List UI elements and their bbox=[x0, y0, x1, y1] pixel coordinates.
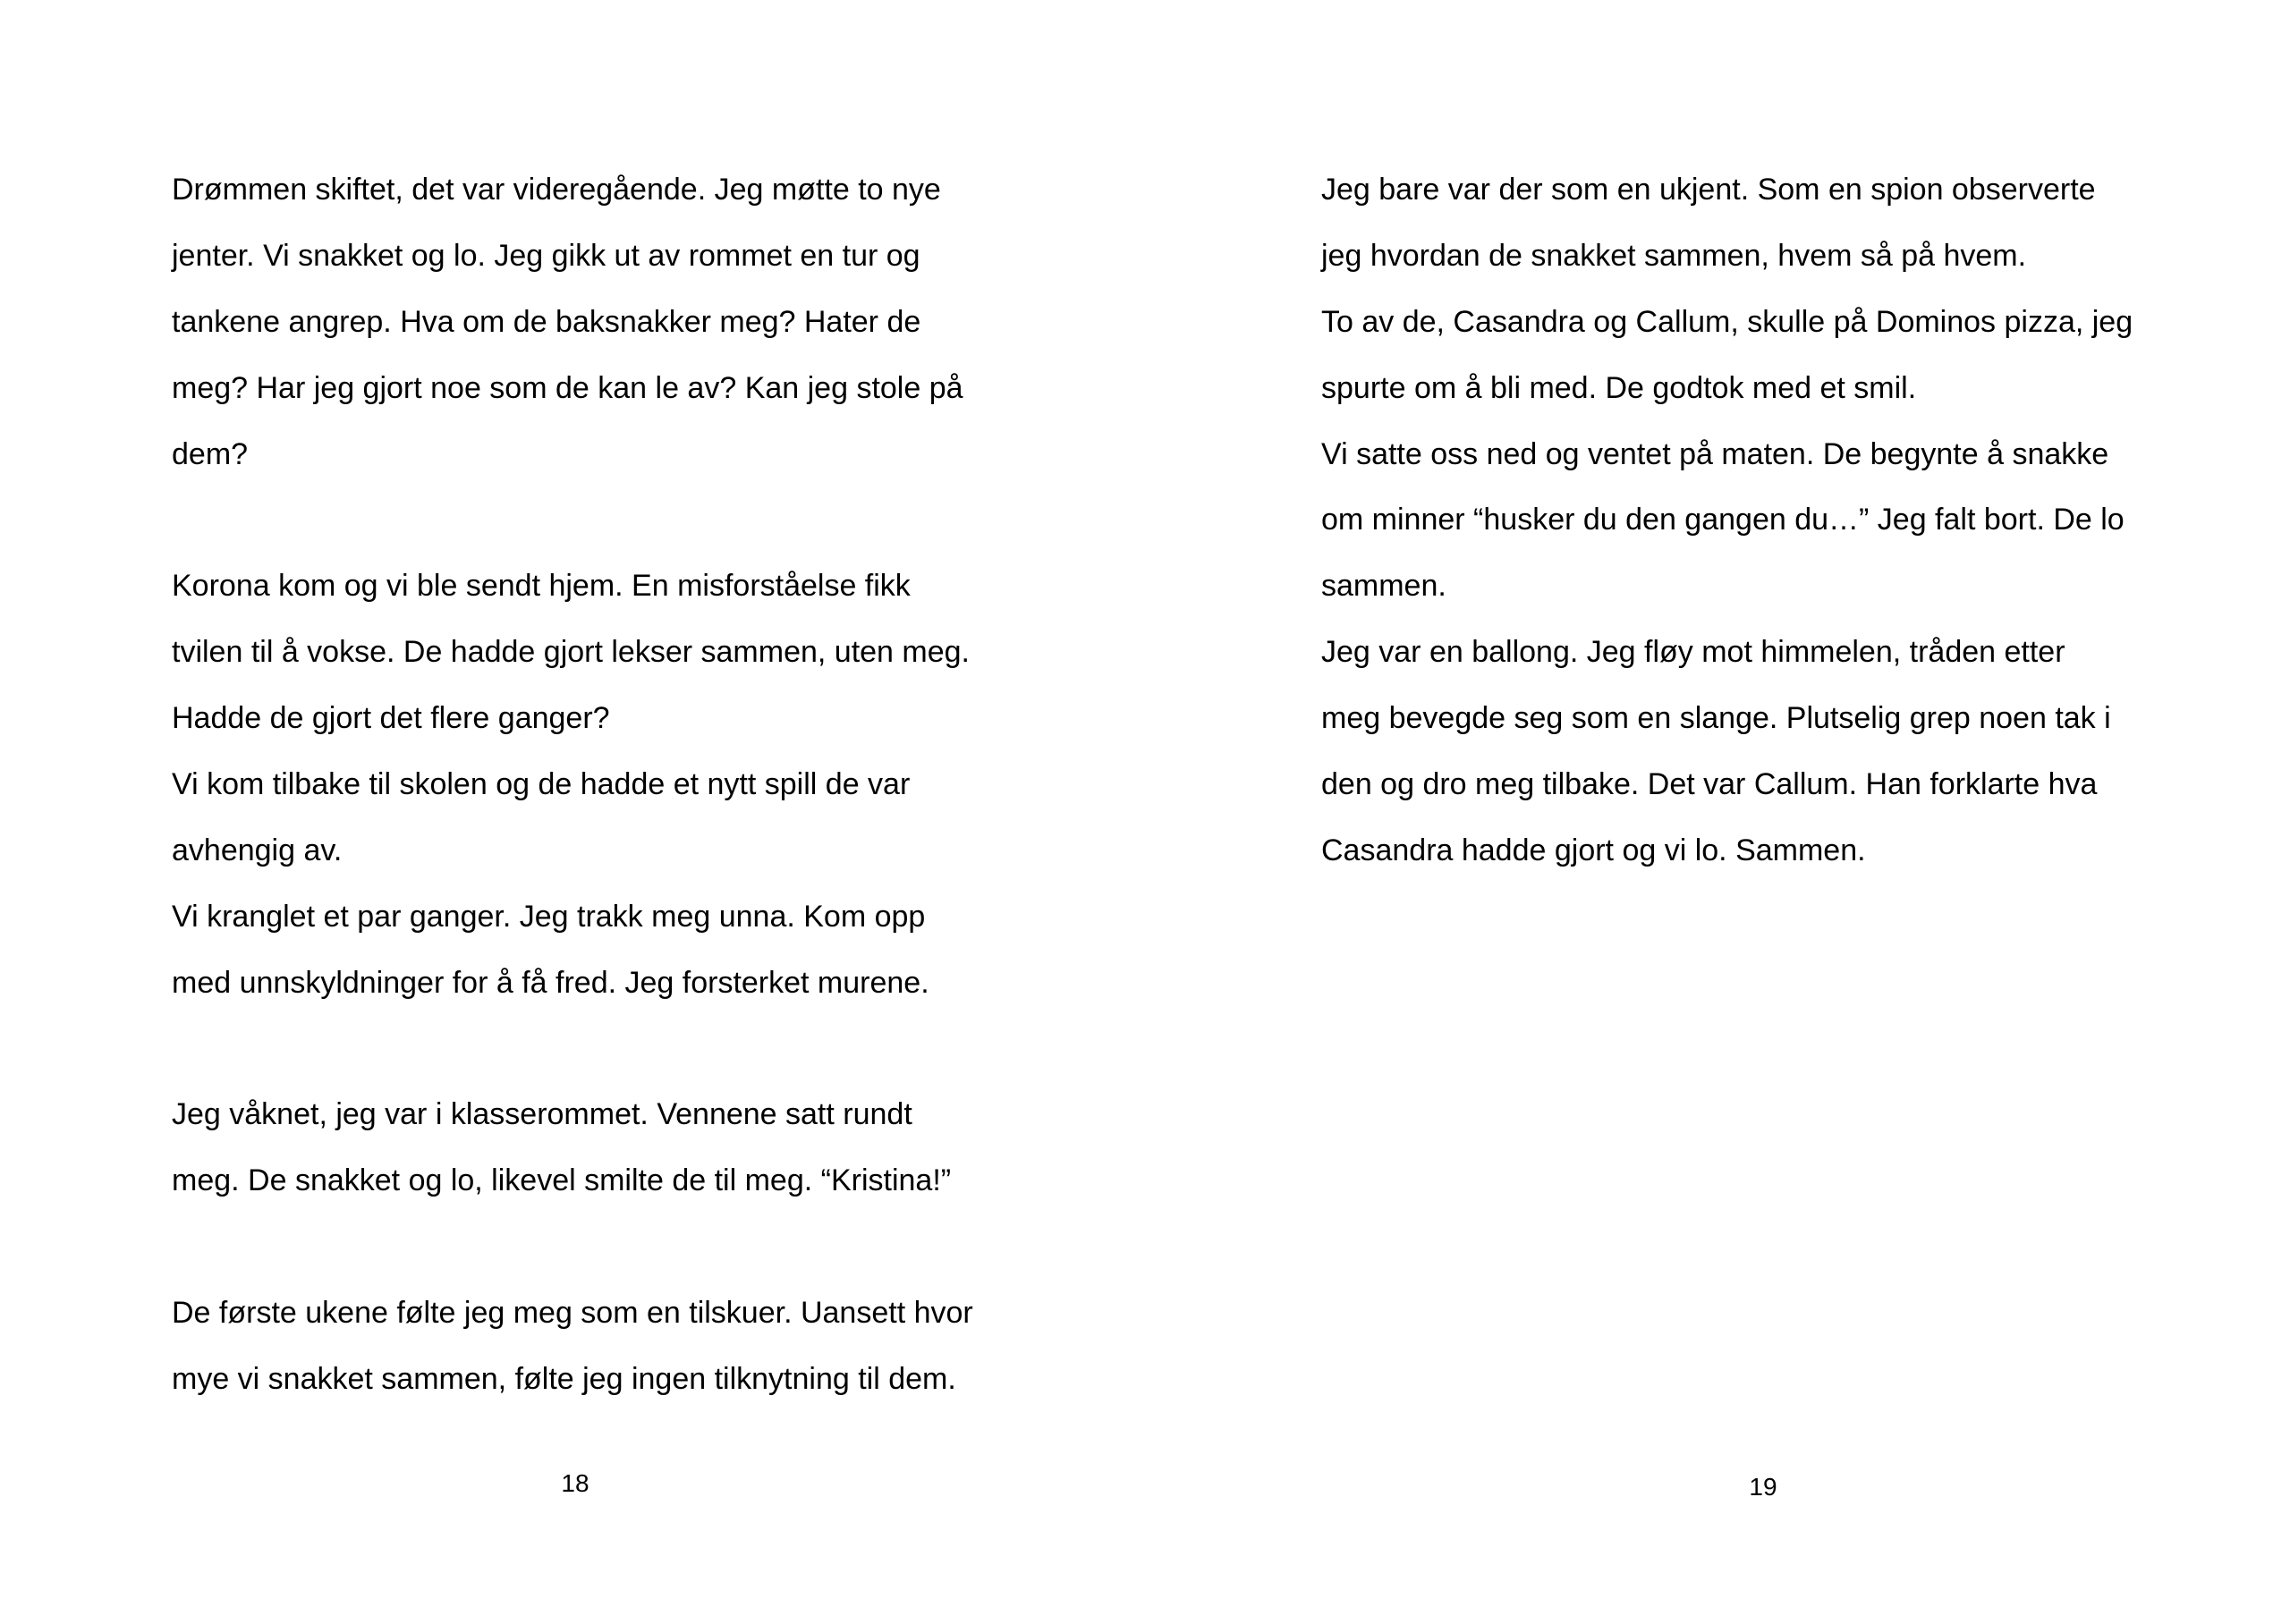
text-line: Jeg bare var der som en ukjent. Som en spion observerte bbox=[1321, 173, 2096, 207]
right-page bbox=[1145, 0, 2290, 1624]
text-line: Jeg var en ballong. Jeg fløy mot himmelen, tråden etter bbox=[1321, 635, 2065, 670]
text-line: tvilen til å vokse. De hadde gjort lekser sammen, uten meg. bbox=[172, 635, 970, 670]
text-line: Jeg våknet, jeg var i klasserommet. Vennene satt rundt bbox=[172, 1097, 912, 1132]
text-line: Drømmen skiftet, det var videregående. Jeg møtte to nye bbox=[172, 173, 941, 207]
text-line: sammen. bbox=[1321, 569, 1446, 604]
text-line: spurte om å bli med. De godtok med et smil. bbox=[1321, 370, 1917, 405]
text-line: jenter. Vi snakket og lo. Jeg gikk ut av rommet en tur og bbox=[172, 238, 920, 273]
text-line: tankene angrep. Hva om de baksnakker meg? Hater de bbox=[172, 304, 921, 339]
text-line: Vi satte oss ned og ventet på maten. De begynte å snakke bbox=[1321, 436, 2109, 471]
left-page-text bbox=[172, 157, 1004, 1413]
text-line: med unnskyldninger for å få fred. Jeg forsterket murene. bbox=[172, 965, 929, 1000]
text-line: meg bevegde seg som en slange. Plutselig grep noen tak i bbox=[1321, 701, 2111, 736]
page-number: 19 bbox=[1749, 1473, 1777, 1501]
text-line: avhengig av. bbox=[172, 833, 343, 867]
text-line: Hadde de gjort det flere ganger? bbox=[172, 701, 610, 736]
text-line: den og dro meg tilbake. Det var Callum. Han forklarte hva bbox=[1321, 767, 2098, 802]
right-page-text bbox=[1321, 157, 2153, 884]
text-line: dem? bbox=[172, 436, 249, 471]
text-line: Vi kranglet et par ganger. Jeg trakk meg unna. Kom opp bbox=[172, 899, 926, 934]
text-line: mye vi snakket sammen, følte jeg ingen tilknytning til dem. bbox=[172, 1362, 956, 1397]
paragraph-gap bbox=[172, 487, 1004, 554]
paragraph-gap bbox=[172, 1017, 1004, 1083]
paragraph-gap bbox=[172, 1214, 1004, 1281]
text-line: Korona kom og vi ble sendt hjem. En misforståelse fikk bbox=[172, 569, 911, 604]
text-line: jeg hvordan de snakket sammen, hvem så på hvem. bbox=[1321, 238, 2027, 273]
text-line: Vi kom tilbake til skolen og de hadde et nytt spill de var bbox=[172, 767, 911, 802]
text-line: meg. De snakket og lo, likevel smilte de til meg. “Kristina!” bbox=[172, 1163, 952, 1198]
text-line: om minner “husker du den gangen du…” Jeg falt bort. De lo bbox=[1321, 503, 2125, 537]
text-line: Casandra hadde gjort og vi lo. Sammen. bbox=[1321, 833, 1866, 867]
text-line: De første ukene følte jeg meg som en tilskuer. Uansett hvor bbox=[172, 1296, 973, 1331]
page-number: 18 bbox=[561, 1469, 589, 1497]
text-line: To av de, Casandra og Callum, skulle på Dominos pizza, jeg bbox=[1321, 304, 2133, 339]
text-line: meg? Har jeg gjort noe som de kan le av? Kan jeg stole på bbox=[172, 370, 963, 405]
